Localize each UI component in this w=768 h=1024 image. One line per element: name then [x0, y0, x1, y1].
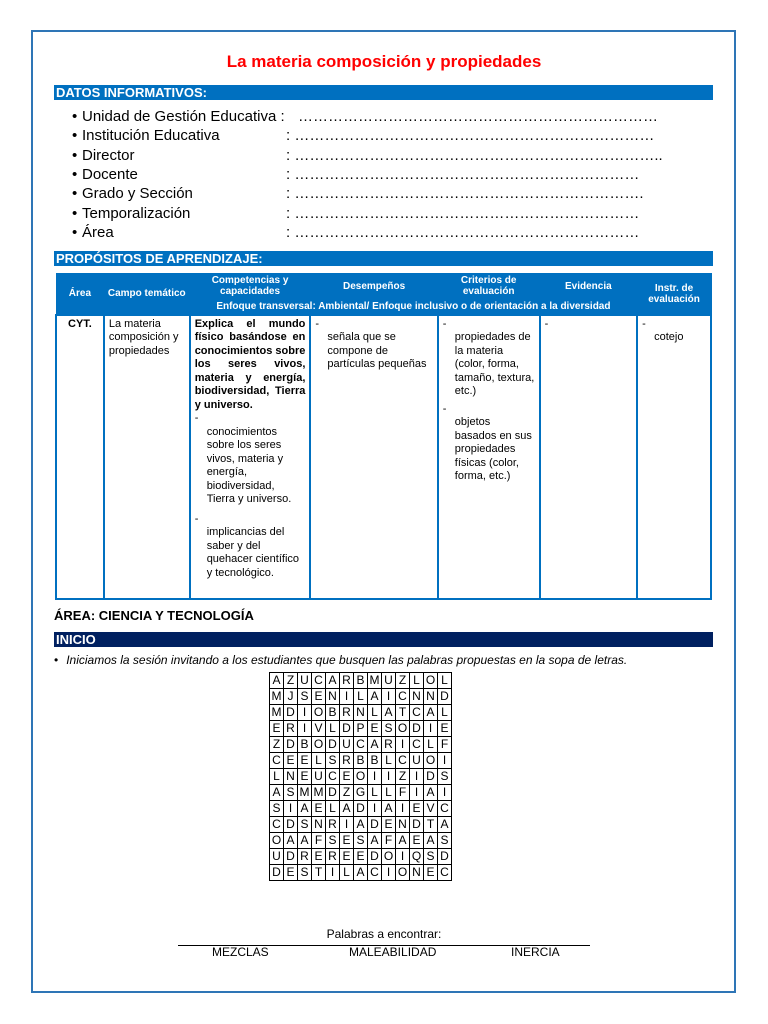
info-value: : ……………………………………………………………… [286, 127, 655, 144]
sopa-cell: A [284, 833, 298, 849]
sopa-cell: A [424, 705, 438, 721]
sopa-cell: Q [410, 849, 424, 865]
enfoque-transversal: Enfoque transversal: Ambiental/ Enfoque inclusivo o de orientación a la diversidad [190, 299, 637, 315]
sopa-cell: D [438, 849, 452, 865]
sopa-cell: A [368, 737, 382, 753]
sopa-cell: L [312, 753, 326, 769]
sopa-cell: L [438, 705, 452, 721]
info-value: : …………………………………………………………… [286, 166, 640, 183]
cell-evidencia: - [540, 315, 638, 599]
sopa-cell: Z [284, 673, 298, 689]
header-criterios: Criterios de evaluación [438, 274, 540, 299]
dash: - [194, 512, 199, 525]
sopa-cell: C [438, 865, 452, 881]
sopa-cell: S [424, 849, 438, 865]
sopa-cell: R [340, 753, 354, 769]
sopa-de-letras [269, 672, 452, 881]
bullet-icon: • [72, 147, 78, 164]
sopa-cell: I [396, 737, 410, 753]
sopa-row [270, 705, 452, 721]
sopa-cell: I [340, 817, 354, 833]
sopa-cell: L [270, 769, 284, 785]
sopa-cell: D [368, 849, 382, 865]
sopa-cell: N [284, 769, 298, 785]
sopa-cell: E [312, 849, 326, 865]
sopa-cell: C [326, 769, 340, 785]
sopa-cell: D [284, 817, 298, 833]
sopa-cell: Z [396, 769, 410, 785]
sopa-cell: C [438, 801, 452, 817]
header-desempenos: Desempeños [310, 274, 437, 299]
sopa-row [270, 769, 452, 785]
sopa-cell: C [270, 817, 284, 833]
dash: - [442, 317, 447, 330]
info-value: : ……………………………………………………………. [286, 185, 644, 202]
sopa-cell: D [424, 769, 438, 785]
sopa-cell: I [396, 801, 410, 817]
sopa-cell: I [438, 753, 452, 769]
info-value: : ……………………………………………………………….. [286, 147, 663, 164]
bullet-icon: • [72, 127, 78, 144]
info-row-institucion [72, 126, 654, 145]
sopa-cell: I [410, 769, 424, 785]
sopa-cell: A [396, 833, 410, 849]
info-label: Área [82, 224, 114, 241]
sopa-cell: L [326, 721, 340, 737]
sopa-cell: S [326, 753, 340, 769]
capacidad-2: implicancias del saber y del quehacer científico y tecnológico. [206, 526, 300, 579]
sopa-row [270, 865, 452, 881]
sopa-cell: N [354, 705, 368, 721]
sopa-cell: E [270, 721, 284, 737]
sopa-cell: F [438, 737, 452, 753]
sopa-cell: R [326, 817, 340, 833]
page-title: La materia composición y propiedades [226, 52, 542, 71]
sopa-cell: L [382, 753, 396, 769]
datos-informativos-heading: DATOS INFORMATIVOS: [54, 85, 713, 100]
sopa-cell: A [424, 833, 438, 849]
sopa-cell: A [326, 673, 340, 689]
sopa-cell: A [382, 801, 396, 817]
info-label: Temporalización [82, 205, 191, 222]
info-value: : …………………………………………………………… [286, 224, 640, 241]
sopa-cell: V [312, 721, 326, 737]
sopa-cell: C [410, 705, 424, 721]
sopa-cell: O [424, 673, 438, 689]
sopa-cell: A [298, 833, 312, 849]
sopa-cell: I [298, 705, 312, 721]
info-row-temporalizacion [72, 204, 639, 223]
sopa-cell: D [410, 817, 424, 833]
sopa-cell: B [298, 737, 312, 753]
sopa-cell: M [271, 689, 282, 703]
sopa-cell: C [396, 689, 410, 705]
sopa-cell: E [340, 833, 354, 849]
sopa-cell: A [270, 785, 284, 801]
sopa-cell: T [396, 705, 410, 721]
sopa-cell: D [284, 849, 298, 865]
sopa-cell: D [438, 689, 452, 705]
sopa-cell: A [438, 817, 452, 833]
sopa-cell: A [424, 785, 438, 801]
sopa-cell: U [270, 849, 284, 865]
sopa-cell: O [382, 849, 396, 865]
sopa-cell: D [354, 801, 368, 817]
sopa-cell: A [382, 705, 396, 721]
sopa-cell: E [424, 865, 438, 881]
sopa-cell: U [312, 769, 326, 785]
sopa-cell: L [368, 785, 382, 801]
sopa-cell: L [382, 785, 396, 801]
sopa-cell: N [424, 689, 438, 705]
sopa-cell: N [410, 865, 424, 881]
sopa-cell: E [340, 849, 354, 865]
sopa-cell: I [382, 865, 396, 881]
info-row-docente [72, 165, 639, 184]
sopa-cell: R [298, 849, 312, 865]
propositos-table [55, 273, 712, 600]
sopa-cell: D [368, 817, 382, 833]
bullet-icon: • [72, 108, 78, 125]
sopa-cell: L [424, 737, 438, 753]
sopa-cell: D [326, 737, 340, 753]
inicio-text-content: Iniciamos la sesión invitando a los estudiantes que busquen las palabras propuestas en la sopa de letras. [66, 653, 628, 667]
sopa-cell: I [340, 689, 354, 705]
sopa-cell: C [396, 753, 410, 769]
sopa-cell: I [368, 801, 382, 817]
header-instr: Instr. de evaluación [637, 274, 711, 315]
info-label: Grado y Sección [82, 185, 193, 202]
info-label: Director [82, 147, 135, 164]
sopa-row [270, 785, 452, 801]
sopa-cell: U [340, 737, 354, 753]
sopa-cell: G [354, 785, 368, 801]
sopa-cell: E [438, 721, 452, 737]
sopa-cell: C [354, 737, 368, 753]
bullet-icon: • [72, 185, 78, 202]
dash: - [315, 317, 320, 330]
sopa-cell: R [284, 721, 298, 737]
palabras-title: Palabras a encontrar: [326, 927, 442, 941]
sopa-cell: O [354, 769, 368, 785]
sopa-cell: E [298, 769, 312, 785]
palabra-maleabilidad: MALEABILIDAD [349, 945, 437, 959]
sopa-cell: C [312, 673, 326, 689]
sopa-cell: B [368, 753, 382, 769]
sopa-row [270, 817, 452, 833]
sopa-cell: B [354, 673, 368, 689]
sopa-row [270, 833, 452, 849]
sopa-cell: U [410, 753, 424, 769]
sopa-cell: E [340, 769, 354, 785]
bullet-icon: • [72, 166, 78, 183]
info-label: Unidad de Gestión Educativa : [82, 108, 285, 125]
sopa-cell: A [354, 817, 368, 833]
area-title: ÁREA: CIENCIA Y TECNOLOGÍA [54, 608, 254, 623]
sopa-cell: N [396, 817, 410, 833]
sopa-cell: F [396, 785, 410, 801]
sopa-cell: O [396, 721, 410, 737]
info-value: : …………………………………………………………… [286, 205, 640, 222]
sopa-cell: M [369, 673, 380, 687]
inicio-text [54, 653, 627, 667]
sopa-cell: E [312, 801, 326, 817]
palabra-inercia: INERCIA [511, 945, 560, 959]
criterio-2: objetos basados en sus propiedades físicas (color, forma, etc.) [454, 416, 532, 482]
sopa-cell: R [340, 705, 354, 721]
sopa-cell: O [312, 737, 326, 753]
sopa-cell: A [368, 833, 382, 849]
sopa-cell: E [284, 753, 298, 769]
sopa-cell: L [368, 705, 382, 721]
sopa-cell: D [284, 737, 298, 753]
sopa-cell: L [340, 865, 354, 881]
sopa-cell: S [284, 785, 298, 801]
sopa-cell: I [326, 865, 340, 881]
sopa-row [270, 753, 452, 769]
sopa-cell: C [368, 865, 382, 881]
sopa-row [270, 849, 452, 865]
sopa-cell: M [299, 785, 310, 799]
sopa-cell: T [312, 865, 326, 881]
info-label: Docente [82, 166, 138, 183]
sopa-cell: U [298, 673, 312, 689]
sopa-cell: N [410, 689, 424, 705]
sopa-cell: I [284, 801, 298, 817]
cell-criterios [438, 315, 540, 599]
sopa-cell: I [438, 785, 452, 801]
sopa-cell: I [424, 721, 438, 737]
sopa-cell: E [410, 833, 424, 849]
sopa-cell: Z [396, 673, 410, 689]
capacidad-1: conocimientos sobre los seres vivos, materia y energía, biodiversidad, Tierra y universo. [206, 425, 292, 505]
sopa-cell: E [284, 865, 298, 881]
sopa-cell: V [424, 801, 438, 817]
cell-campo: La materia composición y propiedades [104, 315, 190, 599]
sopa-cell: O [424, 753, 438, 769]
sopa-cell: R [326, 849, 340, 865]
sopa-cell: R [382, 737, 396, 753]
sopa-cell: D [326, 785, 340, 801]
sopa-cell: L [326, 801, 340, 817]
sopa-cell: I [382, 769, 396, 785]
sopa-cell: B [354, 753, 368, 769]
cell-competencias [190, 315, 311, 599]
sopa-cell: U [382, 673, 396, 689]
info-row-director [72, 146, 663, 165]
sopa-cell: O [312, 705, 326, 721]
sopa-cell: C [410, 737, 424, 753]
sopa-cell: O [396, 865, 410, 881]
sopa-cell: M [271, 705, 282, 719]
sopa-row [270, 801, 452, 817]
header-evidencia: Evidencia [540, 274, 638, 299]
sopa-cell: E [312, 689, 326, 705]
info-value: ……………………………………………………………… [298, 108, 658, 125]
sopa-cell: S [438, 769, 452, 785]
competencia-text: Explica el mundo físico basándose en conocimientos sobre los seres vivos, materia y energía, biodiversidad, Tierra y universo. [194, 317, 306, 411]
sopa-cell: D [284, 705, 298, 721]
sopa-row [270, 689, 452, 705]
sopa-cell: S [298, 689, 312, 705]
sopa-cell: M [313, 785, 324, 799]
header-area: Área [56, 274, 104, 315]
info-row-unidad [72, 107, 658, 126]
sopa-cell: I [396, 849, 410, 865]
bullet-icon: • [72, 224, 78, 241]
sopa-cell: I [410, 785, 424, 801]
bullet-icon: • [54, 653, 59, 667]
sopa-cell: I [382, 689, 396, 705]
info-row-grado [72, 184, 644, 203]
sopa-cell: N [312, 817, 326, 833]
sopa-cell: A [270, 673, 284, 689]
sopa-cell: J [284, 689, 298, 705]
sopa-cell: E [382, 817, 396, 833]
sopa-cell: S [270, 801, 284, 817]
inicio-heading: INICIO [54, 632, 713, 647]
dash: - [442, 402, 447, 415]
cell-instr [637, 315, 711, 599]
header-competencias: Competencias y capacidades [190, 274, 311, 299]
sopa-cell: A [368, 689, 382, 705]
propositos-heading: PROPÓSITOS DE APRENDIZAJE: [54, 251, 713, 266]
instr-text: cotejo [654, 331, 684, 343]
cell-area: CYT. [56, 315, 104, 599]
sopa-cell: I [368, 769, 382, 785]
bullet-icon: • [72, 205, 78, 222]
sopa-cell: Z [340, 785, 354, 801]
sopa-cell: D [410, 721, 424, 737]
info-row-area [72, 223, 639, 242]
sopa-cell: S [354, 833, 368, 849]
sopa-cell: C [270, 753, 284, 769]
sopa-cell: O [270, 833, 284, 849]
sopa-cell: E [368, 721, 382, 737]
dash: - [642, 317, 646, 330]
sopa-cell: A [340, 801, 354, 817]
sopa-cell: P [354, 721, 368, 737]
sopa-cell: S [326, 833, 340, 849]
sopa-cell: S [438, 833, 452, 849]
dash: - [194, 412, 199, 424]
sopa-cell: E [298, 753, 312, 769]
header-campo: Campo temático [104, 274, 190, 315]
sopa-cell: A [298, 801, 312, 817]
sopa-cell: N [326, 689, 340, 705]
sopa-cell: S [298, 865, 312, 881]
palabra-mezclas: MEZCLAS [212, 945, 269, 959]
sopa-cell: L [438, 673, 452, 689]
sopa-row [270, 737, 452, 753]
info-label: Institución Educativa [82, 127, 220, 144]
cell-desempenos [310, 315, 437, 599]
sopa-cell: S [298, 817, 312, 833]
sopa-cell: Z [270, 737, 284, 753]
sopa-row [270, 673, 452, 689]
sopa-cell: F [382, 833, 396, 849]
sopa-cell: S [382, 721, 396, 737]
sopa-cell: E [354, 849, 368, 865]
sopa-cell: R [340, 673, 354, 689]
criterio-1: propiedades de la materia (color, forma, tamaño, textura, etc.) [454, 331, 535, 397]
sopa-cell: D [340, 721, 354, 737]
sopa-cell: A [354, 865, 368, 881]
sopa-cell: B [326, 705, 340, 721]
sopa-cell: T [424, 817, 438, 833]
sopa-cell: I [298, 721, 312, 737]
sopa-cell: L [354, 689, 368, 705]
sopa-cell: E [410, 801, 424, 817]
sopa-cell: L [410, 673, 424, 689]
sopa-cell: D [270, 865, 284, 881]
desempeno-text: señala que se compone de partículas pequeñas [327, 331, 427, 370]
sopa-cell: F [312, 833, 326, 849]
sopa-row [270, 721, 452, 737]
